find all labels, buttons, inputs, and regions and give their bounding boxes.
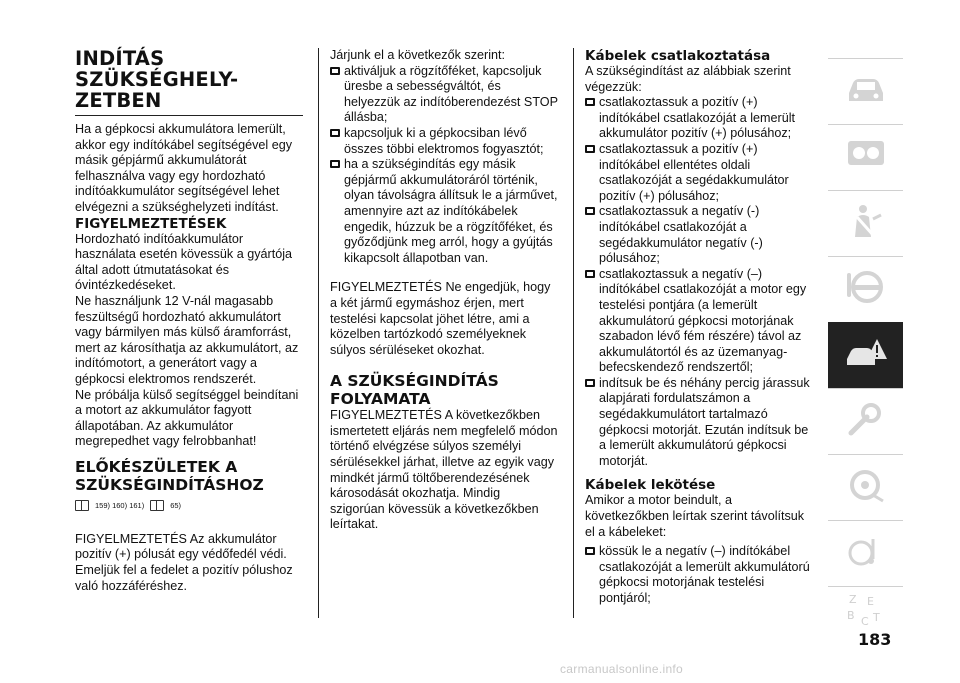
tab-maintenance[interactable]: [828, 388, 903, 455]
svg-text:B: B: [846, 609, 855, 622]
list-item: [330, 64, 558, 126]
disconnect-intro: Amikor a motor beindult, a következőkben leírtak szerint távolítsuk el a kábeleket:: [585, 493, 805, 539]
checkbox-bullet-icon: [330, 160, 340, 168]
warning-heading: FIGYELMEZTETÉSEK: [75, 215, 227, 232]
subheading-disconnect: Kábelek lekötése: [585, 477, 716, 494]
connect-intro: A szükségindítást az alábbiak szerint végezzük:: [585, 64, 791, 94]
list-item: [330, 126, 558, 157]
list-item-text: csatlakoztassuk a pozitív (+) indítókábel ellentétes oldali csatlakozóját a segédakkumulátor pozitív (+) pólusához;: [599, 141, 789, 203]
title-line: SZÜKSÉGHELY-: [75, 68, 239, 91]
warning-refs: 159) 160) 161): [95, 500, 145, 510]
list-item: [330, 157, 558, 266]
list-item-text: ha a szükségindítás egy másik gépjármű akkumulátoráról történik, olyan távolságra állítsuk le a járművet, amennyire azt az indítókábelek engedik, húzzuk be a rögzítőféket, és győződjünk meg arról, hogy a gyújtás kikapcsolt állapotban van.: [344, 157, 558, 265]
heading-line: FOLYAMATA: [330, 390, 431, 409]
tab-index[interactable]: [828, 586, 903, 629]
heading-line: ELŐKÉSZÜLETEK A: [75, 457, 238, 476]
dashboard-icon: [843, 135, 889, 175]
prep-paragraph: FIGYELMEZTETÉS Az akkumulátor pozitív (+) pólusát egy védőfedél védi. Emeljük fel a fedelet a pozitív pólushoz való hozzáféréshez.: [75, 531, 293, 593]
list-item: [585, 267, 815, 376]
list-item-text: kapcsoljuk ki a gépkocsiban lévő összes többi elektromos fogyasztót;: [344, 125, 544, 156]
intro-paragraph: Ha a gépkocsi akkumulátora lemerült, akkor egy indítókábel segítségével egy másik gépjármű akkumulátorát felhasználva vagy egy hordozható indítóakkumulátor segítségével lehet elvégezni a szükséghelyzeti indítást.: [75, 122, 293, 214]
list-item: [585, 204, 815, 266]
watermark: carmanualsonline.info: [560, 662, 684, 676]
title-line: ZETBEN: [75, 89, 162, 112]
warning-paragraph: FIGYELMEZTETÉS Ne engedjük, hogy a két jármű egymáshoz érjen, mert testelési kapcsolat jöhet létre, ami a közelben tartózkodó személyeknek súlyos sérüléseket okozhat.: [330, 280, 551, 357]
list-item: [585, 376, 815, 470]
emergency-icon: [843, 333, 889, 373]
steps-intro: Járjunk el a következők szerint:: [330, 48, 505, 62]
index-icon: [843, 589, 889, 627]
heading-line: SZÜKSÉGINDÍTÁSHOZ: [75, 475, 264, 494]
list-item-text: indítsuk be és néhány percig járassuk alapjárati fordulatszámon a segédakkumulátort tartalmazó gépkocsi motorját. Ezután indítsuk be a lemerült akkumulátorú gépkocsi motorját.: [599, 375, 810, 468]
seatbelt-icon: [843, 201, 889, 241]
checkbox-bullet-icon: [585, 547, 595, 555]
tab-driving[interactable]: [828, 256, 903, 323]
car-icon: [843, 69, 889, 109]
checkbox-bullet-icon: [585, 98, 595, 106]
list-item-text: kössük le a negatív (–) indítókábel csatlakozóját a lemerült akkumulátorú gépkocsi motorjának testelési pontjáról;: [599, 544, 810, 605]
title-line: INDÍTÁS: [75, 47, 165, 70]
svg-text:Z: Z: [848, 593, 857, 606]
steering-wheel-icon: [843, 267, 889, 307]
list-item-text: csatlakoztassuk a negatív (–) indítókábel csatlakozóját a motor egy testelési pontjára (a lemerült akkumulátorú gépkocsi motorjának szabadon lévő fém részére) távol az akkumulátortól és az üzemanyag-befecskendező rendszertől;: [599, 266, 807, 375]
title-rule: [75, 115, 303, 116]
procedure-heading: [330, 372, 558, 408]
prep-heading: [75, 458, 303, 494]
tab-specs[interactable]: [828, 454, 903, 521]
caution-refs: 65): [170, 500, 182, 510]
warning-paragraph: Ne használjunk 12 V-nál magasabb feszültségű hordozható akkumulátort vagy bármilyen más külső áramforrást, mert az károsíthatja az akkumulátort, az indítómotort, a generátort vagy a gépkocsi elektromos rendszerét.: [75, 293, 299, 386]
tab-multimedia[interactable]: [828, 520, 903, 587]
tab-safety[interactable]: [828, 190, 903, 257]
checkbox-bullet-icon: [585, 207, 595, 215]
checkbox-bullet-icon: [585, 379, 595, 387]
checkbox-bullet-icon: [585, 270, 595, 278]
list-item: [585, 142, 815, 204]
warning-paragraph: Ne próbálja külső segítséggel beindítani a motort az akkumulátor fagyott állapotában. Az akkumulátor megrepedhet vagy felrobbanhat!: [75, 387, 299, 449]
page-number: 183: [858, 630, 892, 649]
checkbox-bullet-icon: [330, 129, 340, 137]
tab-dashboard[interactable]: [828, 124, 903, 191]
list-item: [585, 95, 815, 142]
tab-car[interactable]: [828, 58, 903, 125]
column-2: [330, 48, 558, 533]
wrench-icon: [843, 399, 889, 439]
column-3: [585, 48, 815, 607]
column-1: [75, 48, 303, 594]
warning-book-icon: [75, 500, 89, 511]
media-icon: [843, 531, 889, 571]
procedure-paragraph: FIGYELMEZTETÉS A következőkben ismertetett eljárás nem megfelelő módon történő elvégzése súlyos személyi sérülésekkel járhat, illetve az egyik vagy mindkét jármű töltőberendezésének károsodását okozhatja. Mindig szigorúan kövessük a következőkben leírtakat.: [330, 408, 558, 532]
column-divider: [573, 48, 574, 618]
caution-book-icon: [150, 500, 164, 511]
reference-marks: [75, 500, 303, 512]
checkbox-bullet-icon: [330, 67, 340, 75]
svg-text:T: T: [872, 611, 880, 624]
tab-emergency[interactable]: [828, 322, 903, 389]
svg-text:E: E: [866, 595, 874, 608]
list-item-text: csatlakoztassuk a negatív (-) indítókábel csatlakozóját a segédakkumulátor negatív (-) pólusához;: [599, 204, 763, 266]
heading-line: A SZÜKSÉGINDÍTÁS: [330, 372, 499, 391]
list-item-text: aktiváljuk a rögzítőféket, kapcsoljuk üresbe a sebességváltót, és helyezzük az indítóberendezést STOP állásba;: [344, 63, 558, 125]
checkbox-bullet-icon: [585, 145, 595, 153]
svg-text:C: C: [860, 615, 869, 627]
list-item-text: csatlakoztassuk a pozitív (+) indítókábel csatlakozóját a lemerült akkumulátor pozitív (+) pólusához;: [599, 95, 796, 141]
section-title: [75, 48, 303, 111]
column-divider: [318, 48, 319, 618]
warning-paragraph: Hordozható indítóakkumulátor használata esetén kövessük a gyártója által adott útmutatásokat és óvintézkedéseket.: [75, 231, 293, 293]
specs-icon: [843, 465, 889, 505]
list-item: [585, 544, 815, 606]
subheading-connect: Kábelek csatlakoztatása: [585, 48, 771, 64]
